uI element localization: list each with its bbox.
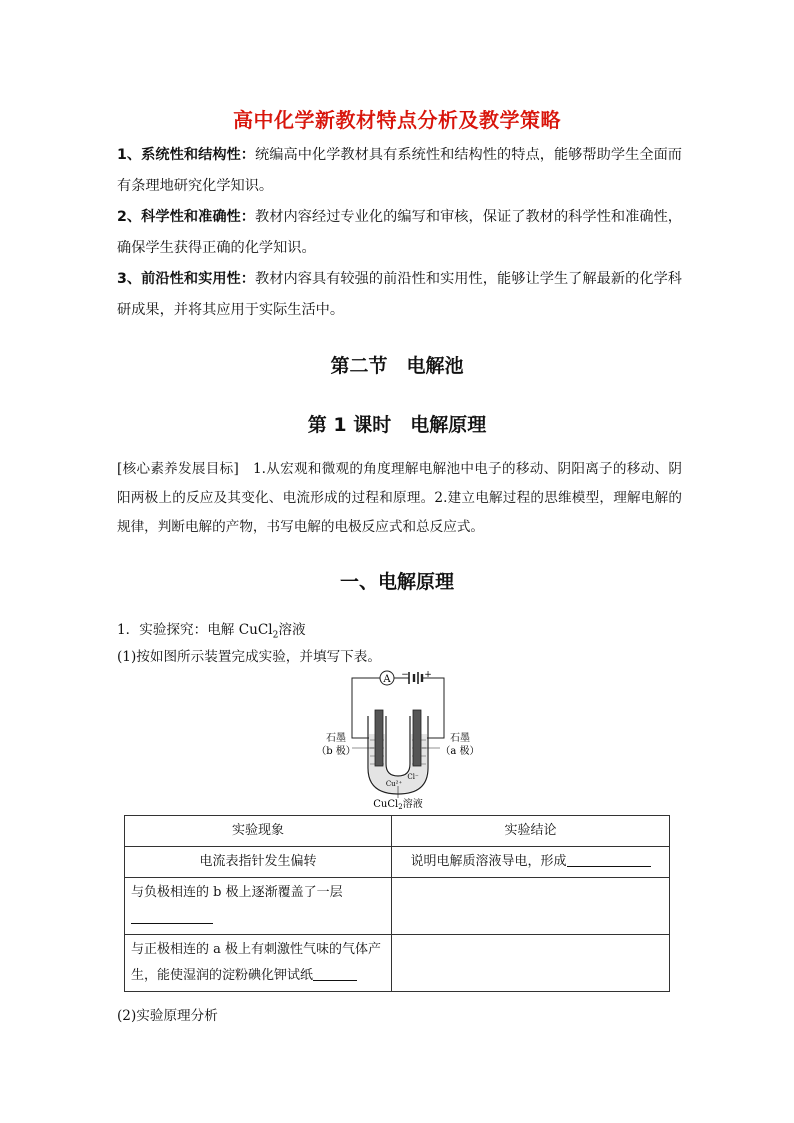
row1-conclusion: 说明电解质溶液导电，形成: [392, 847, 670, 878]
svg-text:A: A: [383, 674, 391, 685]
right-electrode-label: 石墨: [450, 733, 470, 744]
answer-blank[interactable]: [567, 852, 651, 867]
experiment-instruction: (1)按如图所示装置完成实验，并填写下表。: [117, 649, 381, 665]
document-title: 高中化学新教材特点分析及教学策略: [233, 108, 561, 132]
row2-conclusion[interactable]: [392, 878, 670, 935]
ion-cu-label: Cu²⁺: [385, 780, 403, 788]
experiment-heading: 1．实验探究：电解 CuCl$_2$溶液: [117, 622, 306, 641]
electrode-a: [413, 710, 421, 766]
header-conclusion: 实验结论: [392, 816, 670, 847]
feature-label-3: 3、前沿性和实用性：: [117, 271, 256, 287]
table-header-row: [125, 816, 670, 847]
feature-text-2: 教材内容经过专业化的编写和审核，保证了教材的科学性和准确性，确保学生获得正确的化学知识。: [117, 209, 682, 256]
table-row: [125, 847, 670, 878]
feature-paragraph-3: [117, 264, 682, 326]
electrolysis-diagram: [312, 668, 482, 810]
solution-label: CuCl$_2$溶液: [373, 799, 423, 810]
row2-phenomenon: 与负极相连的 b 极上逐渐覆盖了一层: [125, 878, 392, 935]
lesson-title: 第 1 课时 电解原理: [307, 414, 487, 436]
header-phenomenon: 实验现象: [125, 816, 392, 847]
left-electrode-pole: （b 极）: [316, 746, 356, 757]
left-electrode-label: 石墨: [326, 733, 346, 744]
feature-label-1: 1、系统性和结构性：: [117, 147, 256, 163]
feature-label-2: 2、科学性和准确性：: [117, 209, 256, 225]
feature-paragraph-2: [117, 202, 682, 264]
table-row: [125, 935, 670, 992]
section-title: 第二节 电解池: [330, 355, 464, 377]
electrode-b: [375, 710, 383, 766]
answer-blank[interactable]: [313, 966, 357, 981]
row3-conclusion[interactable]: [392, 935, 670, 992]
analysis-heading: (2)实验原理分析: [117, 1008, 218, 1024]
experiment-table: [124, 815, 670, 992]
table-row: [125, 878, 670, 935]
core-goals: [核心素养发展目标] 1.从宏观和微观的角度理解电解池中电子的移动、阴阳离子的移动、阴阳两极上的反应及其变化、电流形成的过程和原理。2.建立电解过程的思维模型，理解电解的规律，判断电解的产物，书写电解的电极反应式和总反应式。: [117, 461, 682, 535]
feature-text-1: 统编高中化学教材具有系统性和结构性的特点，能够帮助学生全面而有条理地研究化学知识。: [117, 147, 682, 194]
feature-paragraph-1: [117, 140, 682, 202]
battery-plus: +: [424, 670, 432, 680]
row3-phenomenon: 与正极相连的 a 极上有刺激性气味的气体产生，能使湿润的淀粉碘化钾试纸: [125, 935, 392, 992]
part-title: 一、电解原理: [339, 571, 454, 593]
right-electrode-pole: （a 极）: [440, 746, 480, 757]
ion-cl-label: Cl⁻: [407, 773, 419, 781]
battery-minus: −: [401, 670, 409, 680]
row1-phenomenon: 电流表指针发生偏转: [125, 847, 392, 878]
feature-text-3: 教材内容具有较强的前沿性和实用性，能够让学生了解最新的化学科研成果，并将其应用于实际生活中。: [117, 271, 682, 318]
ammeter-icon: [380, 671, 394, 685]
answer-blank[interactable]: [131, 909, 213, 924]
